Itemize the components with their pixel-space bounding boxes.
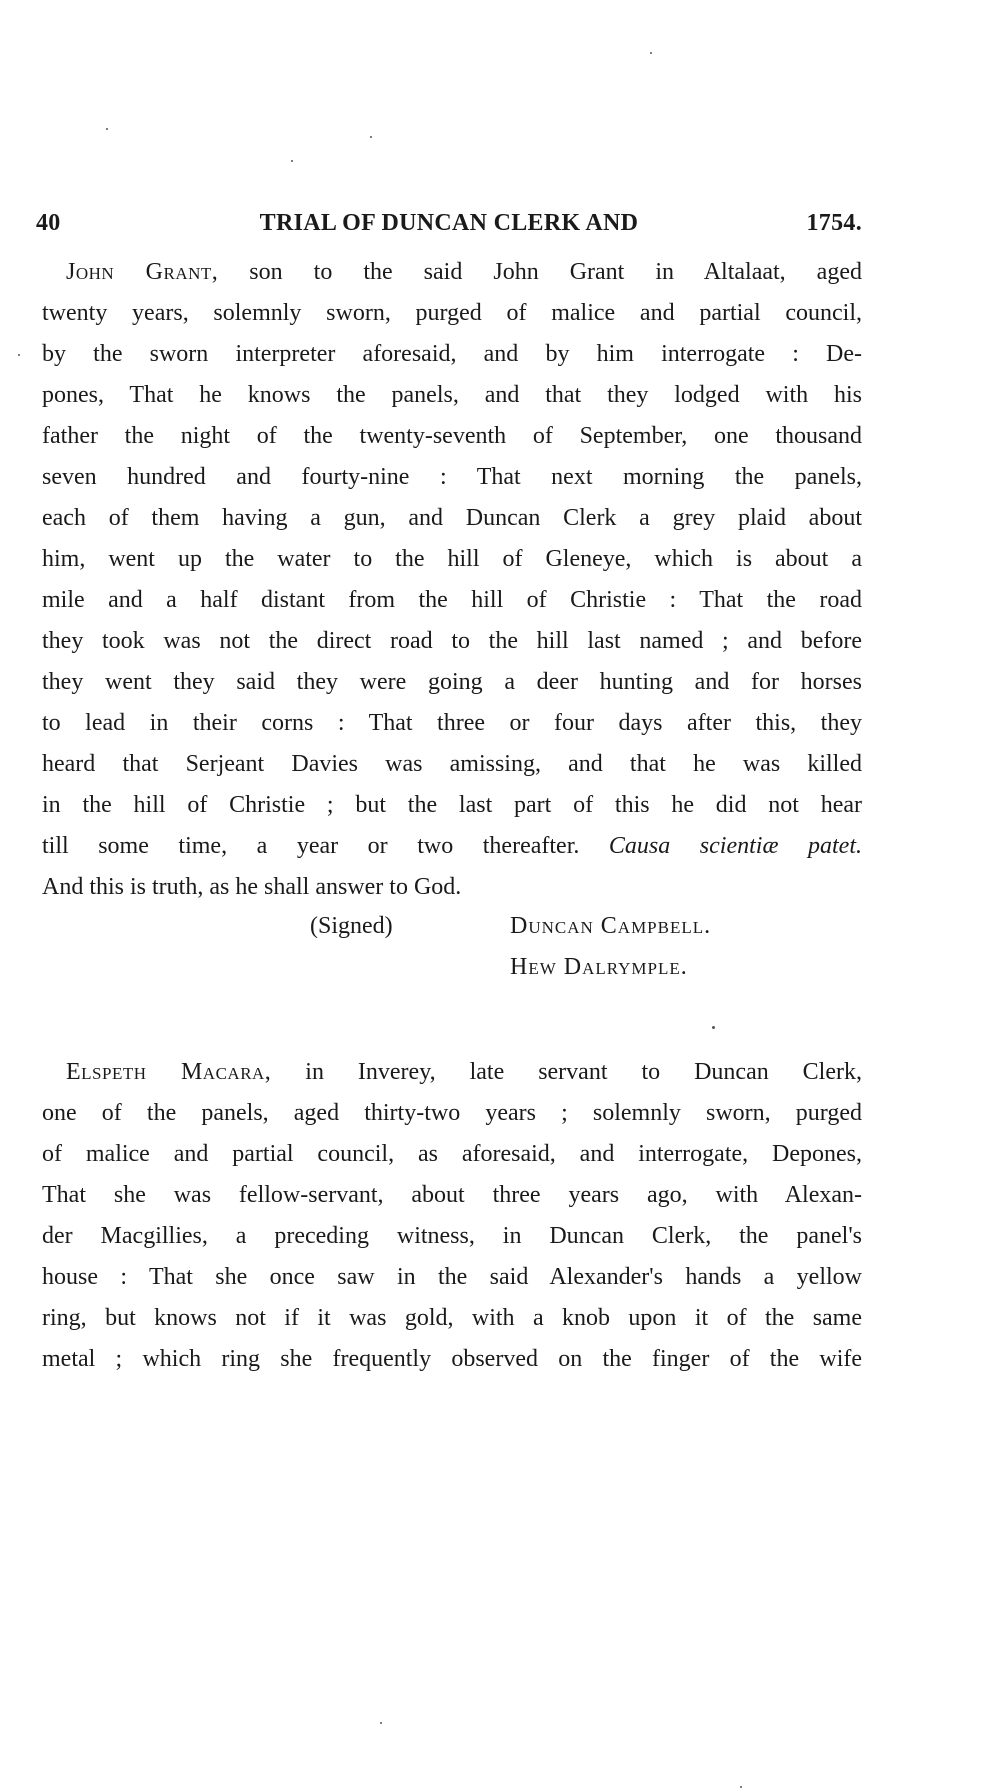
line-text: metal ; which ring she frequently observed on the finger of the wife — [42, 1346, 862, 1372]
line-text: son to the said John Grant in Altalaat, aged — [218, 259, 862, 285]
testimony-john-grant — [42, 252, 862, 908]
latin-phrase: Causa scientiæ patet. — [608, 833, 862, 859]
signatory-name: Duncan Campbell. — [510, 913, 712, 939]
line-text: seven hundred and fourty-nine : That next morning the panels, — [42, 464, 862, 490]
text-line — [42, 1134, 862, 1175]
line-text: in Inverey, late servant to Duncan Clerk, — [271, 1059, 862, 1085]
text-line — [42, 785, 862, 826]
text-line — [42, 1257, 862, 1298]
running-header — [36, 210, 862, 244]
line-text: of malice and partial council, as aforesaid, and interrogate, Depones, — [42, 1141, 862, 1167]
line-text: to lead in their corns : That three or four days after this, they — [42, 710, 862, 736]
signed-label: (Signed) — [310, 913, 393, 939]
text-line — [42, 1093, 862, 1134]
scan-speck — [106, 128, 108, 130]
scan-speck — [712, 1026, 715, 1029]
text-line — [42, 375, 862, 416]
page-number: 40 — [36, 210, 61, 236]
scan-speck — [370, 136, 372, 138]
text-line — [42, 1339, 862, 1380]
line-text: they went they said they were going a deer hunting and for horses — [42, 669, 862, 695]
scan-speck — [650, 52, 652, 54]
line-text: heard that Serjeant Davies was amissing, and that he was killed — [42, 751, 862, 777]
line-text: one of the panels, aged thirty-two years ; solemnly sworn, purged — [42, 1100, 862, 1126]
line-text: pones, That he knows the panels, and that they lodged with his — [42, 382, 862, 408]
text-line — [42, 416, 862, 457]
text-line — [42, 498, 862, 539]
text-line — [42, 1052, 862, 1093]
text-line — [42, 621, 862, 662]
text-line — [42, 539, 862, 580]
line-text: house : That she once saw in the said Alexander's hands a yellow — [42, 1264, 862, 1290]
line-text: each of them having a gun, and Duncan Clerk a grey plaid about — [42, 505, 862, 531]
text-line — [42, 580, 862, 621]
line-text: And this is truth, as he shall answer to God. — [42, 874, 462, 900]
scan-speck — [291, 160, 293, 162]
text-line — [42, 867, 862, 908]
text-line — [42, 293, 862, 334]
text-line — [42, 826, 862, 867]
text-line — [42, 1216, 862, 1257]
witness-name: John Grant, — [66, 259, 219, 285]
text-line — [42, 252, 862, 293]
line-text: by the sworn interpreter aforesaid, and by him interrogate : De- — [42, 341, 862, 367]
line-text: ring, but knows not if it was gold, with a knob upon it of the same — [42, 1305, 862, 1331]
testimony-elspeth-macara — [42, 1052, 862, 1380]
text-line — [42, 334, 862, 375]
text-line — [42, 1298, 862, 1339]
line-text: father the night of the twenty-seventh of September, one thousand — [42, 423, 862, 449]
line-text: till some time, a year or two thereafter. — [42, 833, 609, 859]
line-text: they took was not the direct road to the hill last named ; and before — [42, 628, 862, 654]
line-text: in the hill of Christie ; but the last part of this he did not hear — [42, 792, 862, 818]
signatory-name: Hew Dalrymple. — [510, 954, 688, 980]
line-text: mile and a half distant from the hill of Christie : That the road — [42, 587, 862, 613]
line-text: him, went up the water to the hill of Gleneye, which is about a — [42, 546, 862, 572]
text-line — [42, 662, 862, 703]
text-line — [42, 744, 862, 785]
scan-speck — [380, 1722, 382, 1724]
header-year: 1754. — [806, 210, 862, 236]
witness-name: Elspeth Macara, — [66, 1059, 272, 1085]
text-line — [42, 457, 862, 498]
line-text: der Macgillies, a preceding witness, in Duncan Clerk, the panel's — [42, 1223, 862, 1249]
line-text: twenty years, solemnly sworn, purged of malice and partial council, — [42, 300, 862, 326]
signatory-list — [510, 906, 711, 988]
line-text: That she was fellow-servant, about three years ago, with Alexan- — [42, 1182, 862, 1208]
running-title: TRIAL OF DUNCAN CLERK AND — [259, 210, 639, 236]
text-line — [42, 1175, 862, 1216]
scan-speck — [18, 354, 20, 356]
text-line — [42, 703, 862, 744]
